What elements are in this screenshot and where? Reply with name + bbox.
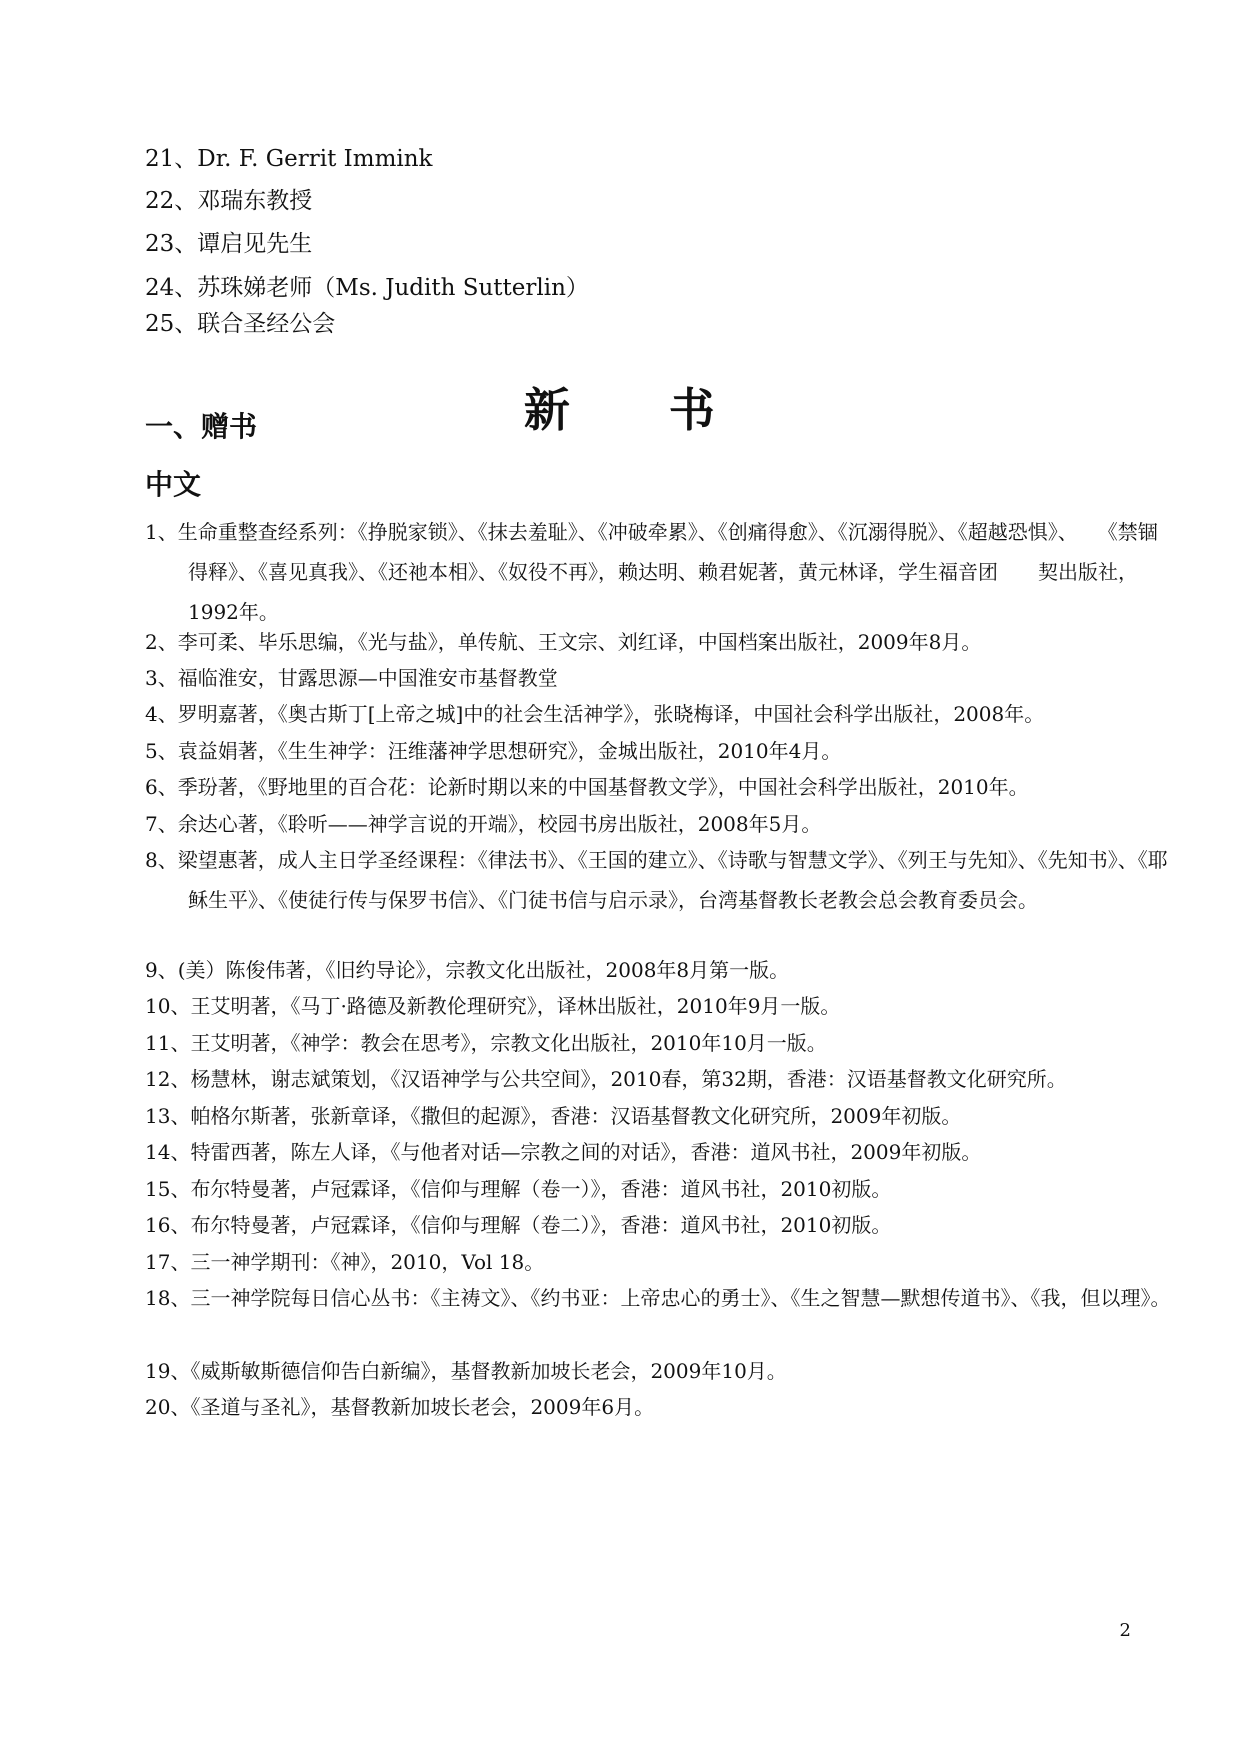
book-item: 3、福临淮安，甘露思源—中国淮安市基督教堂 [145, 666, 558, 690]
book-item: 13、帕格尔斯著，张新章译，《撒但的起源》，香港：汉语基督教文化研究所，2009年初版。 [145, 1104, 962, 1128]
section-heading: 一、赠书 [145, 410, 258, 443]
acknowledgement-item: 23、谭启见先生 [145, 231, 313, 257]
book-item: 15、布尔特曼著，卢冠霖译，《信仰与理解（卷一）》，香港：道风书社，2010初版。 [145, 1177, 892, 1201]
acknowledgement-item: 24、苏珠娣老师（Ms. Judith Sutterlin） [145, 275, 589, 301]
subsection-heading: 中文 [145, 468, 202, 501]
book-item: 18、三一神学院每日信心丛书：《主祷文》、《约书亚：上帝忠心的勇士》、《生之智慧—默想传道书》、《我，但以理》。 [145, 1286, 1171, 1310]
book-item: 20、《圣道与圣礼》，基督教新加坡长老会，2009年6月。 [145, 1395, 655, 1419]
book-item: 5、袁益娟著，《生生神学：汪维藩神学思想研究》，金城出版社，2010年4月。 [145, 739, 842, 763]
acknowledgement-item: 22、邓瑞东教授 [145, 188, 313, 214]
acknowledgement-item: 25、联合圣经公会 [145, 311, 336, 337]
book-item: 12、杨慧林，谢志斌策划，《汉语神学与公共空间》，2010春，第32期，香港：汉语基督教文化研究所。 [145, 1067, 1067, 1091]
page-number: 2 [1119, 1620, 1131, 1641]
book-item: 10、王艾明著，《马丁·路德及新教伦理研究》，译林出版社，2010年9月一版。 [145, 994, 841, 1018]
book-item: 6、季玢著，《野地里的百合花：论新时期以来的中国基督教文学》，中国社会科学出版社，2010年。 [145, 775, 1029, 799]
book-item: 11、王艾明著，《神学：教会在思考》，宗教文化出版社，2010年10月一版。 [145, 1031, 827, 1055]
book-item: 16、布尔特曼著，卢冠霖译，《信仰与理解（卷二）》，香港：道风书社，2010初版。 [145, 1213, 892, 1237]
book-item: 17、三一神学期刊：《神》，2010，Vol 18。 [145, 1250, 545, 1274]
book-item: 14、特雷西著，陈左人译，《与他者对话—宗教之间的对话》，香港：道风书社，2009年初版。 [145, 1140, 982, 1164]
acknowledgement-item: 21、Dr. F. Gerrit Immink [145, 146, 433, 172]
book-item: 2、李可柔、毕乐思编，《光与盐》，单传航、王文宗、刘红译，中国档案出版社，2009年8月。 [145, 630, 982, 654]
book-item: 8、梁望惠著，成人主日学圣经课程：《律法书》、《王国的建立》、《诗歌与智慧文学》、《列王与先知》、《先知书》、《耶稣生平》、《使徒行传与保罗书信》、《门徒书信与启示录》，台湾基督教长老教会总会教育委员会。 [145, 848, 1168, 912]
book-item: 4、罗明嘉著，《奥古斯丁[上帝之城]中的社会生活神学》，张晓梅译，中国社会科学出版社，2008年。 [145, 702, 1045, 726]
page-title: 新 书 [523, 383, 718, 437]
book-item: 9、(美）陈俊伟著，《旧约导论》，宗教文化出版社，2008年8月第一版。 [145, 958, 790, 982]
book-item: 7、余达心著，《聆听——神学言说的开端》，校园书房出版社，2008年5月。 [145, 812, 822, 836]
book-item: 1、生命重整查经系列：《挣脱家锁》、《抹去羞耻》、《冲破牵累》、《创痛得愈》、《沉溺得脱》、《超越恐惧》、 《禁锢得释》、《喜见真我》、《还祂本相》、《奴役不再》，赖达明、赖君妮著，黄元林译，学生福音团 契出版社，1992年。 [145, 520, 1158, 624]
book-item: 19、《威斯敏斯德信仰告白新编》，基督教新加坡长老会，2009年10月。 [145, 1359, 787, 1383]
